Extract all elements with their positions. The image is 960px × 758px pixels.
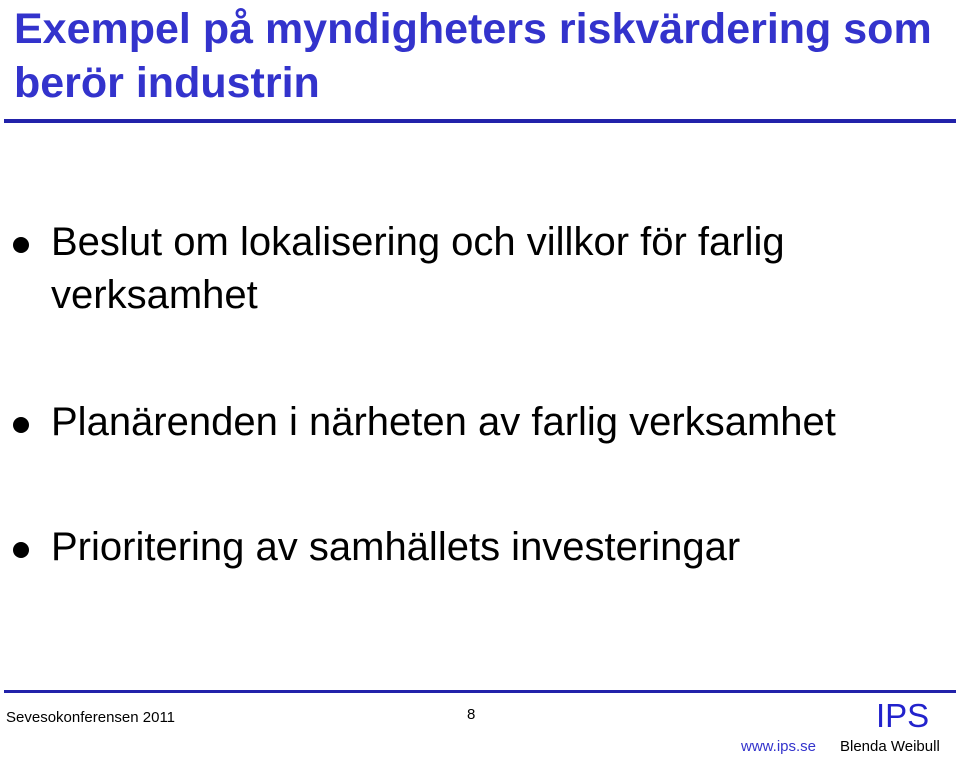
bullet-text: Beslut om lokalisering och villkor för farlig verksamhet — [51, 220, 785, 317]
title-divider — [4, 119, 956, 123]
ips-logo: IPS — [876, 697, 930, 734]
footer-author: Blenda Weibull — [840, 738, 940, 755]
slide-title: Exempel på myndigheters riskvärdering som berör industrin — [14, 5, 932, 107]
bullet-text: Prioritering av samhällets investeringar — [51, 525, 741, 569]
bullet-text: Planärenden i närheten av farlig verksamhet — [51, 400, 836, 444]
page-number: 8 — [467, 706, 476, 723]
bullet-dot-icon — [13, 237, 29, 253]
bullet-dot-icon — [13, 542, 29, 558]
footer-url-link[interactable]: www.ips.se — [741, 738, 817, 755]
footer-divider — [4, 690, 956, 693]
footer-conference: Sevesokonferensen 2011 — [6, 709, 176, 726]
bullet-dot-icon — [13, 417, 29, 433]
